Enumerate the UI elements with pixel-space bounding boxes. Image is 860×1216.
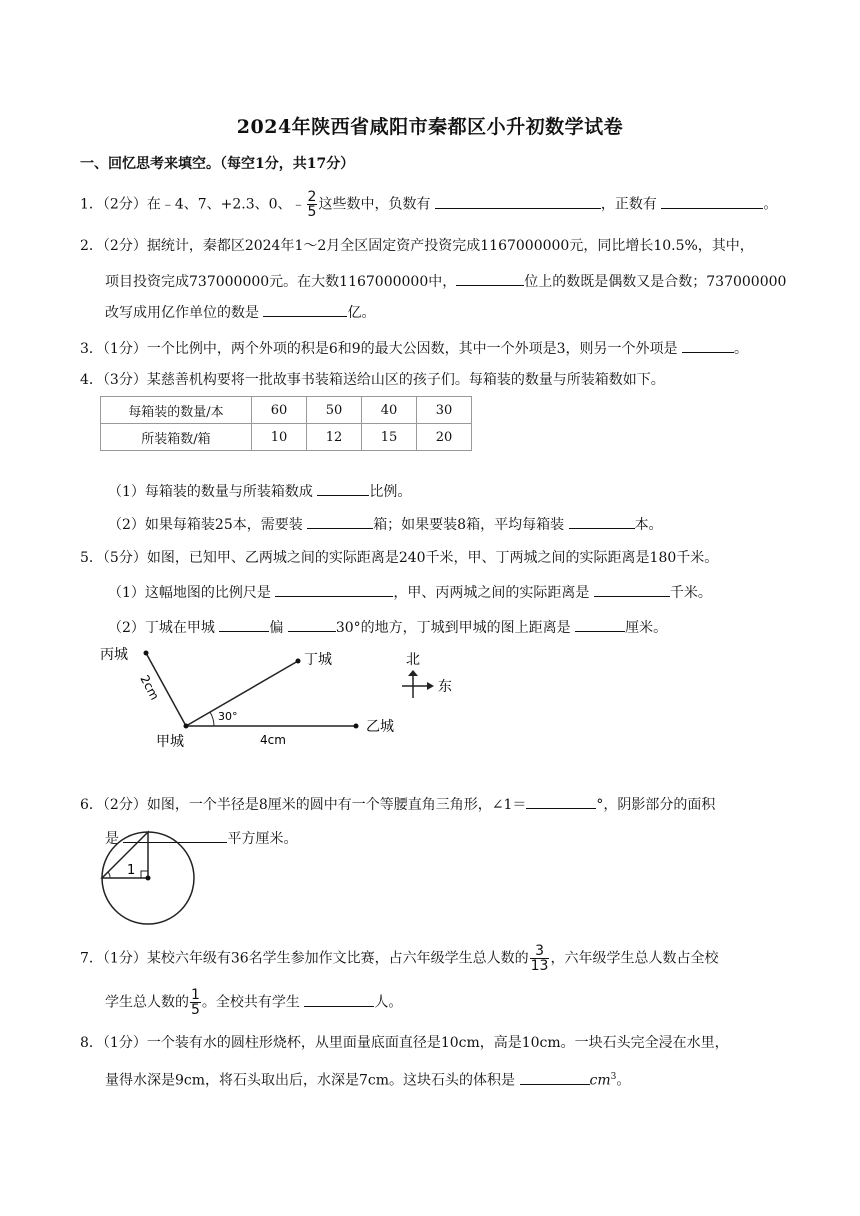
- answer-blank[interactable]: [526, 794, 596, 809]
- table-cell: 40: [362, 397, 417, 424]
- question-8-line-2: 量得水深是9cm，将石头取出后，水深是7cm。这块石头的体积是 $cm^3$。: [105, 1067, 630, 1091]
- question-3: 3．（1分）一个比例中，两个外项的积是6和9的最大公因数，其中一个外项是3，则另一个外项是 。: [80, 338, 748, 359]
- angle-1-label: 1: [127, 863, 136, 878]
- label-ding: 丁城: [304, 652, 332, 668]
- question-7: 7．（1分）某校六年级有36名学生参加作文比赛，占六年级学生总人数的 $\frac{3}{13}$ ，六年级学生总人数占全校: [80, 943, 719, 974]
- label-bing: 丙城: [100, 647, 128, 663]
- angle-arc: [210, 712, 214, 726]
- question-4: 4．（3分）某慈善机构要将一批故事书装箱送给山区的孩子们。每箱装的数量与所装箱数如下。: [80, 372, 665, 388]
- answer-blank[interactable]: [219, 617, 269, 632]
- q4-part-1: （1）每箱装的数量与所装箱数成 比例。: [108, 481, 411, 502]
- answer-blank[interactable]: [520, 1070, 590, 1085]
- table-cell: 60: [252, 397, 307, 424]
- q7-fraction-2: $\frac{1}{5}$: [191, 987, 200, 1018]
- answer-blank[interactable]: [456, 271, 524, 286]
- answer-blank[interactable]: [594, 582, 670, 597]
- question-2-line-1: 2．（2分）据统计，秦都区2024年1～2月全区固定资产投资完成1167000000元，同比增长10.5%，其中，: [80, 238, 754, 254]
- answer-blank[interactable]: [682, 338, 734, 353]
- question-8-line-1: 8．（1分）一个装有水的圆柱形烧杯，从里面量底面直径是10cm，高是10cm。一块石头完全浸在水里，: [80, 1035, 729, 1051]
- q5-part-1: （1）这幅地图的比例尺是 ，甲、丙两城之间的实际距离是 千米。: [108, 582, 712, 603]
- q1-text-c: ，正数有: [600, 196, 657, 213]
- question-7-line-2: 学生总人数的 $\frac{1}{5}$ 。全校共有学生 人。: [105, 987, 403, 1018]
- question-2-line-3: 改写成用亿作单位的数是 亿。: [105, 302, 375, 323]
- table-header-cell: 所装箱数/箱: [101, 424, 252, 451]
- compass-icon: [402, 652, 452, 698]
- q1-text-b: 这些数中，负数有: [318, 196, 431, 213]
- q1-minus: ﹣: [291, 196, 306, 213]
- angle-1-arc: [108, 872, 110, 878]
- table-cell: 10: [252, 424, 307, 451]
- label-4cm: 4cm: [260, 733, 286, 747]
- question-6-line-2: 是 平方厘米。: [105, 828, 297, 849]
- q5-part-2: （2）丁城在甲城 偏 30°的地方，丁城到甲城的图上距离是 厘米。: [108, 617, 667, 638]
- point-bing: [144, 651, 149, 656]
- answer-blank[interactable]: [307, 514, 373, 529]
- point-jia: [184, 724, 189, 729]
- circle-center-point: [146, 876, 151, 881]
- q4-part-2: （2）如果每箱装25本，需要装 箱；如果要装8箱，平均每箱装 本。: [108, 514, 663, 535]
- table-cell: 50: [307, 397, 362, 424]
- line-jia-ding: [186, 661, 298, 726]
- label-yi: 乙城: [366, 719, 394, 735]
- question-5: 5．（5分）如图，已知甲、乙两城之间的实际距离是240千米，甲、丁两城之间的实际距离是180千米。: [80, 550, 719, 566]
- answer-blank[interactable]: [263, 302, 347, 317]
- table-cell: 30: [417, 397, 472, 424]
- answer-blank[interactable]: [288, 617, 336, 632]
- answer-blank[interactable]: [317, 481, 369, 496]
- answer-blank[interactable]: [275, 582, 393, 597]
- answer-blank[interactable]: [569, 514, 635, 529]
- point-ding: [296, 659, 301, 664]
- q4-table: [100, 396, 472, 451]
- table-cell: 12: [307, 424, 362, 451]
- table-cell: 15: [362, 424, 417, 451]
- table-row: [101, 397, 472, 424]
- answer-blank[interactable]: [661, 194, 763, 209]
- page-title: 2024年陕西省咸阳市秦都区小升初数学试卷: [236, 116, 624, 138]
- q1-text-a: 1．（2分）在﹣4、7、+2.3、0、: [80, 196, 292, 213]
- answer-blank[interactable]: [304, 992, 374, 1007]
- label-30-degree: 30°: [218, 710, 238, 723]
- answer-blank[interactable]: [575, 617, 625, 632]
- question-6: 6．（2分）如图，一个半径是8厘米的圆中有一个等腰直角三角形，∠1＝ °，阴影部分的面积: [80, 794, 715, 815]
- table-cell: 20: [417, 424, 472, 451]
- q5-map-figure: [90, 640, 470, 755]
- label-east: 东: [438, 679, 452, 695]
- section-heading: 一、回忆思考来填空。（每空1分，共17分）: [80, 156, 355, 172]
- answer-blank[interactable]: [435, 194, 601, 209]
- label-north: 北: [406, 652, 420, 668]
- label-jia: 甲城: [156, 734, 184, 750]
- q1-fraction: $\frac{2}{5}$: [307, 189, 317, 220]
- q6-circle-figure: [96, 826, 206, 930]
- point-yi: [354, 724, 359, 729]
- question-2-line-2: 项目投资完成737000000元。在大数1167000000中， 位上的数既是偶数又是合数；737000000: [105, 271, 786, 292]
- q7-fraction-1: $\frac{3}{13}$: [530, 943, 549, 974]
- label-2cm: 2cm: [137, 672, 162, 703]
- table-header-cell: 每箱装的数量/本: [101, 397, 252, 424]
- table-row: [101, 424, 472, 451]
- question-1: 1．（2分）在﹣4、7、+2.3、0、﹣ $\frac{2}{5}$ 这些数中，负数有 ，正数有 。: [80, 189, 778, 220]
